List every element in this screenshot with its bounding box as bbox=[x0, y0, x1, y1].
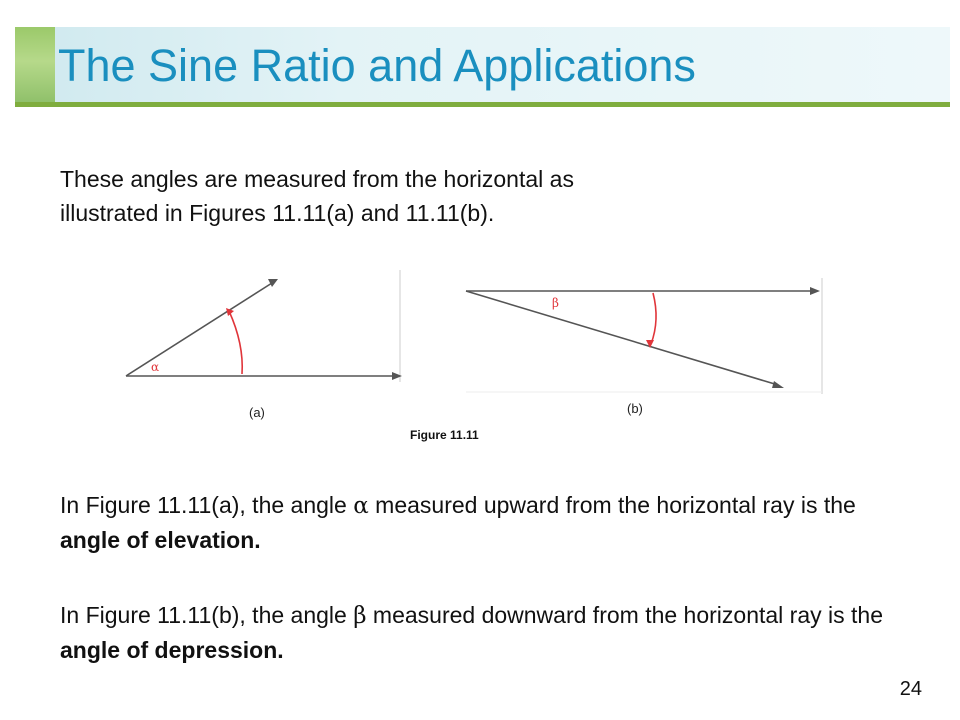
depression-middle: measured downward from the horizontal ray is the bbox=[366, 602, 883, 628]
slide-number: 24 bbox=[899, 678, 922, 700]
figure-b bbox=[458, 278, 826, 396]
elevation-middle: measured upward from the horizontal ray is the bbox=[368, 492, 856, 518]
depressed-ray-b bbox=[466, 291, 778, 385]
beta-symbol: β bbox=[353, 603, 367, 629]
intro-line-1: These angles are measured from the horizontal as bbox=[60, 166, 574, 192]
angle-label-alpha: α bbox=[151, 360, 160, 374]
caption-a: (a) bbox=[249, 405, 265, 420]
elevation-paragraph bbox=[60, 488, 920, 557]
angle-arc-b bbox=[651, 293, 656, 344]
figure-a bbox=[118, 270, 403, 385]
depression-paragraph bbox=[60, 598, 920, 667]
intro-line-2: illustrated in Figures 11.11(a) and 11.11(b). bbox=[60, 200, 495, 226]
depression-term: angle of depression. bbox=[60, 637, 284, 663]
angle-arc-a bbox=[229, 311, 242, 374]
intro-paragraph bbox=[60, 162, 920, 230]
depression-prefix: In Figure 11.11(b), the angle bbox=[60, 602, 354, 628]
alpha-symbol: α bbox=[353, 493, 369, 519]
banner-accent bbox=[15, 27, 55, 103]
banner-rule bbox=[15, 102, 950, 107]
elevation-prefix: In Figure 11.11(a), the angle bbox=[60, 492, 354, 518]
slide-title: The Sine Ratio and Applications bbox=[58, 40, 696, 91]
caption-b: (b) bbox=[627, 401, 643, 416]
figure-title: Figure 11.11 bbox=[410, 428, 479, 442]
elevated-ray-a bbox=[126, 283, 272, 376]
angle-label-beta: β bbox=[552, 296, 559, 310]
elevation-term: angle of elevation. bbox=[60, 527, 261, 553]
